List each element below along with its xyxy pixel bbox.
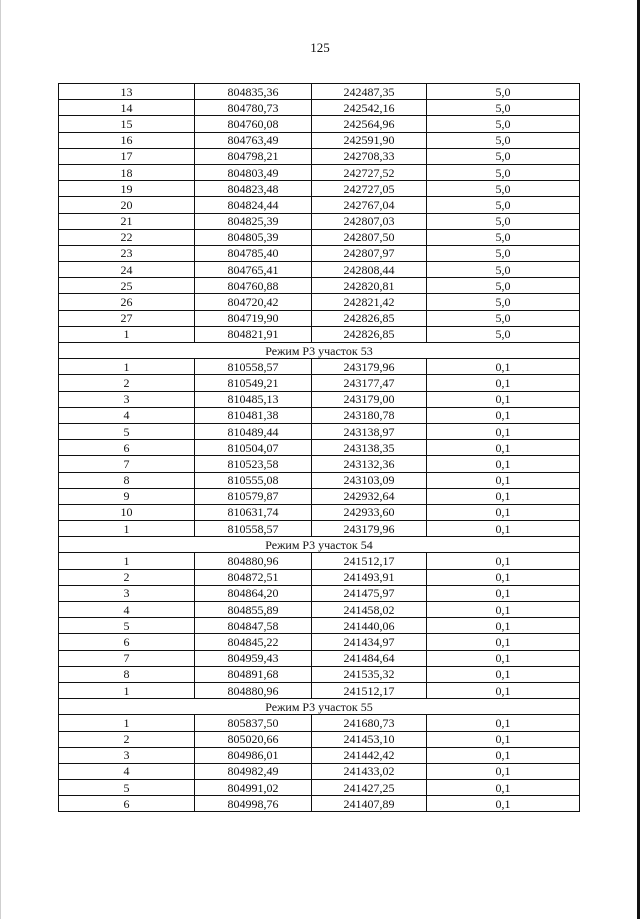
x-coordinate-cell: 804982,49 (195, 763, 312, 779)
x-coordinate-cell: 804763,49 (195, 132, 312, 148)
table-row (59, 569, 580, 585)
table-row (59, 213, 580, 229)
x-coordinate-cell: 804798,21 (195, 148, 312, 164)
x-coordinate-cell: 804991,02 (195, 780, 312, 796)
value-cell: 0,1 (427, 504, 580, 520)
point-number-cell: 18 (59, 164, 195, 180)
y-coordinate-cell: 243179,96 (312, 359, 427, 375)
point-number-cell: 15 (59, 116, 195, 132)
y-coordinate-cell: 241434,97 (312, 634, 427, 650)
x-coordinate-cell: 804719,90 (195, 310, 312, 326)
value-cell: 5,0 (427, 148, 580, 164)
table-row (59, 197, 580, 213)
table-row (59, 262, 580, 278)
value-cell: 0,1 (427, 553, 580, 569)
point-number-cell: 6 (59, 634, 195, 650)
section-title: Режим Р3 участок 53 (59, 343, 580, 359)
y-coordinate-cell: 241512,17 (312, 553, 427, 569)
table-row (59, 763, 580, 779)
table-row (59, 488, 580, 504)
value-cell: 5,0 (427, 245, 580, 261)
point-number-cell: 1 (59, 715, 195, 731)
point-number-cell: 13 (59, 84, 195, 100)
y-coordinate-cell: 241453,10 (312, 731, 427, 747)
value-cell: 5,0 (427, 229, 580, 245)
y-coordinate-cell: 242767,04 (312, 197, 427, 213)
y-coordinate-cell: 243180,78 (312, 407, 427, 423)
x-coordinate-cell: 804891,68 (195, 666, 312, 682)
y-coordinate-cell: 242807,50 (312, 229, 427, 245)
point-number-cell: 14 (59, 100, 195, 116)
value-cell: 5,0 (427, 294, 580, 310)
table-row (59, 310, 580, 326)
table-row (59, 132, 580, 148)
x-coordinate-cell: 810558,57 (195, 359, 312, 375)
point-number-cell: 2 (59, 569, 195, 585)
table-row (59, 715, 580, 731)
table-row (59, 148, 580, 164)
value-cell: 0,1 (427, 569, 580, 585)
x-coordinate-cell: 804986,01 (195, 747, 312, 763)
table-row (59, 650, 580, 666)
coordinates-table-body (59, 84, 580, 812)
y-coordinate-cell: 243103,09 (312, 472, 427, 488)
value-cell: 0,1 (427, 602, 580, 618)
table-row (59, 294, 580, 310)
x-coordinate-cell: 804959,43 (195, 650, 312, 666)
x-coordinate-cell: 804880,96 (195, 682, 312, 698)
point-number-cell: 1 (59, 326, 195, 342)
table-row (59, 747, 580, 763)
y-coordinate-cell: 242564,96 (312, 116, 427, 132)
table-row (59, 731, 580, 747)
value-cell: 5,0 (427, 262, 580, 278)
point-number-cell: 23 (59, 245, 195, 261)
point-number-cell: 17 (59, 148, 195, 164)
y-coordinate-cell: 241680,73 (312, 715, 427, 731)
value-cell: 0,1 (427, 666, 580, 682)
y-coordinate-cell: 242808,44 (312, 262, 427, 278)
value-cell: 0,1 (427, 682, 580, 698)
table-row (59, 423, 580, 439)
y-coordinate-cell: 241433,02 (312, 763, 427, 779)
point-number-cell: 7 (59, 650, 195, 666)
table-row (59, 116, 580, 132)
point-number-cell: 4 (59, 763, 195, 779)
y-coordinate-cell: 241484,64 (312, 650, 427, 666)
x-coordinate-cell: 804760,88 (195, 278, 312, 294)
table-row (59, 666, 580, 682)
point-number-cell: 22 (59, 229, 195, 245)
value-cell: 0,1 (427, 747, 580, 763)
y-coordinate-cell: 241440,06 (312, 618, 427, 634)
x-coordinate-cell: 805020,66 (195, 731, 312, 747)
value-cell: 0,1 (427, 440, 580, 456)
value-cell: 0,1 (427, 521, 580, 537)
x-coordinate-cell: 804765,41 (195, 262, 312, 278)
x-coordinate-cell: 810504,07 (195, 440, 312, 456)
point-number-cell: 1 (59, 359, 195, 375)
y-coordinate-cell: 241535,32 (312, 666, 427, 682)
point-number-cell: 6 (59, 440, 195, 456)
x-coordinate-cell: 804845,22 (195, 634, 312, 650)
table-row (59, 618, 580, 634)
value-cell: 5,0 (427, 164, 580, 180)
y-coordinate-cell: 243138,97 (312, 423, 427, 439)
x-coordinate-cell: 804864,20 (195, 585, 312, 601)
table-row (59, 375, 580, 391)
value-cell: 0,1 (427, 796, 580, 812)
x-coordinate-cell: 804780,73 (195, 100, 312, 116)
point-number-cell: 3 (59, 391, 195, 407)
table-row (59, 780, 580, 796)
y-coordinate-cell: 242821,42 (312, 294, 427, 310)
x-coordinate-cell: 804872,51 (195, 569, 312, 585)
table-row (59, 472, 580, 488)
point-number-cell: 19 (59, 181, 195, 197)
point-number-cell: 10 (59, 504, 195, 520)
x-coordinate-cell: 804824,44 (195, 197, 312, 213)
value-cell: 0,1 (427, 731, 580, 747)
point-number-cell: 5 (59, 780, 195, 796)
point-number-cell: 9 (59, 488, 195, 504)
point-number-cell: 8 (59, 472, 195, 488)
value-cell: 0,1 (427, 359, 580, 375)
x-coordinate-cell: 810489,44 (195, 423, 312, 439)
table-row (59, 181, 580, 197)
value-cell: 0,1 (427, 375, 580, 391)
y-coordinate-cell: 242487,35 (312, 84, 427, 100)
x-coordinate-cell: 804785,40 (195, 245, 312, 261)
point-number-cell: 20 (59, 197, 195, 213)
table-row (59, 326, 580, 342)
table-row (59, 245, 580, 261)
y-coordinate-cell: 243179,96 (312, 521, 427, 537)
y-coordinate-cell: 241458,02 (312, 602, 427, 618)
point-number-cell: 5 (59, 618, 195, 634)
x-coordinate-cell: 805837,50 (195, 715, 312, 731)
value-cell: 5,0 (427, 116, 580, 132)
table-row (59, 796, 580, 812)
y-coordinate-cell: 241512,17 (312, 682, 427, 698)
value-cell: 0,1 (427, 407, 580, 423)
table-row (59, 391, 580, 407)
y-coordinate-cell: 243177,47 (312, 375, 427, 391)
point-number-cell: 27 (59, 310, 195, 326)
table-row (59, 682, 580, 698)
value-cell: 5,0 (427, 132, 580, 148)
y-coordinate-cell: 242933,60 (312, 504, 427, 520)
x-coordinate-cell: 810555,08 (195, 472, 312, 488)
point-number-cell: 8 (59, 666, 195, 682)
y-coordinate-cell: 241475,97 (312, 585, 427, 601)
y-coordinate-cell: 242807,97 (312, 245, 427, 261)
value-cell: 0,1 (427, 650, 580, 666)
y-coordinate-cell: 242826,85 (312, 326, 427, 342)
y-coordinate-cell: 241407,89 (312, 796, 427, 812)
point-number-cell: 6 (59, 796, 195, 812)
x-coordinate-cell: 804823,48 (195, 181, 312, 197)
x-coordinate-cell: 804825,39 (195, 213, 312, 229)
point-number-cell: 1 (59, 682, 195, 698)
x-coordinate-cell: 804880,96 (195, 553, 312, 569)
point-number-cell: 1 (59, 553, 195, 569)
value-cell: 5,0 (427, 278, 580, 294)
value-cell: 0,1 (427, 618, 580, 634)
table-row (59, 521, 580, 537)
section-header-row (59, 343, 580, 359)
value-cell: 0,1 (427, 456, 580, 472)
value-cell: 0,1 (427, 472, 580, 488)
y-coordinate-cell: 242708,33 (312, 148, 427, 164)
y-coordinate-cell: 243132,36 (312, 456, 427, 472)
y-coordinate-cell: 242727,05 (312, 181, 427, 197)
y-coordinate-cell: 242932,64 (312, 488, 427, 504)
section-title: Режим Р3 участок 54 (59, 537, 580, 553)
y-coordinate-cell: 241493,91 (312, 569, 427, 585)
table-row (59, 100, 580, 116)
y-coordinate-cell: 242807,03 (312, 213, 427, 229)
y-coordinate-cell: 242727,52 (312, 164, 427, 180)
x-coordinate-cell: 810558,57 (195, 521, 312, 537)
point-number-cell: 3 (59, 585, 195, 601)
y-coordinate-cell: 241442,42 (312, 747, 427, 763)
y-coordinate-cell: 241427,25 (312, 780, 427, 796)
x-coordinate-cell: 804760,08 (195, 116, 312, 132)
x-coordinate-cell: 810579,87 (195, 488, 312, 504)
point-number-cell: 3 (59, 747, 195, 763)
point-number-cell: 1 (59, 521, 195, 537)
x-coordinate-cell: 810523,58 (195, 456, 312, 472)
x-coordinate-cell: 804720,42 (195, 294, 312, 310)
section-title: Режим Р3 участок 55 (59, 699, 580, 715)
table-row (59, 407, 580, 423)
x-coordinate-cell: 810631,74 (195, 504, 312, 520)
value-cell: 0,1 (427, 763, 580, 779)
table-row (59, 634, 580, 650)
x-coordinate-cell: 810481,38 (195, 407, 312, 423)
x-coordinate-cell: 810549,21 (195, 375, 312, 391)
scan-left-edge (0, 0, 1, 919)
table-row (59, 585, 580, 601)
value-cell: 5,0 (427, 310, 580, 326)
value-cell: 5,0 (427, 100, 580, 116)
x-coordinate-cell: 804821,91 (195, 326, 312, 342)
point-number-cell: 2 (59, 375, 195, 391)
table-row (59, 440, 580, 456)
value-cell: 0,1 (427, 585, 580, 601)
value-cell: 5,0 (427, 181, 580, 197)
table-row (59, 553, 580, 569)
x-coordinate-cell: 804803,49 (195, 164, 312, 180)
table-row (59, 278, 580, 294)
x-coordinate-cell: 810485,13 (195, 391, 312, 407)
value-cell: 5,0 (427, 84, 580, 100)
point-number-cell: 24 (59, 262, 195, 278)
point-number-cell: 2 (59, 731, 195, 747)
table-row (59, 164, 580, 180)
value-cell: 0,1 (427, 423, 580, 439)
x-coordinate-cell: 804847,58 (195, 618, 312, 634)
x-coordinate-cell: 804835,36 (195, 84, 312, 100)
y-coordinate-cell: 243138,35 (312, 440, 427, 456)
x-coordinate-cell: 804855,89 (195, 602, 312, 618)
value-cell: 0,1 (427, 634, 580, 650)
y-coordinate-cell: 242542,16 (312, 100, 427, 116)
value-cell: 0,1 (427, 715, 580, 731)
point-number-cell: 16 (59, 132, 195, 148)
table-row (59, 456, 580, 472)
table-row (59, 359, 580, 375)
y-coordinate-cell: 242826,85 (312, 310, 427, 326)
value-cell: 5,0 (427, 197, 580, 213)
x-coordinate-cell: 804805,39 (195, 229, 312, 245)
y-coordinate-cell: 243179,00 (312, 391, 427, 407)
value-cell: 5,0 (427, 213, 580, 229)
table-row (59, 504, 580, 520)
point-number-cell: 25 (59, 278, 195, 294)
coordinates-table (58, 83, 580, 812)
value-cell: 0,1 (427, 780, 580, 796)
point-number-cell: 4 (59, 602, 195, 618)
y-coordinate-cell: 242820,81 (312, 278, 427, 294)
point-number-cell: 21 (59, 213, 195, 229)
table-row (59, 84, 580, 100)
section-header-row (59, 699, 580, 715)
value-cell: 0,1 (427, 488, 580, 504)
page-number: 125 (310, 40, 330, 55)
table-row (59, 602, 580, 618)
y-coordinate-cell: 242591,90 (312, 132, 427, 148)
value-cell: 5,0 (427, 326, 580, 342)
x-coordinate-cell: 804998,76 (195, 796, 312, 812)
point-number-cell: 26 (59, 294, 195, 310)
point-number-cell: 7 (59, 456, 195, 472)
point-number-cell: 4 (59, 407, 195, 423)
point-number-cell: 5 (59, 423, 195, 439)
table-row (59, 229, 580, 245)
value-cell: 0,1 (427, 391, 580, 407)
section-header-row (59, 537, 580, 553)
